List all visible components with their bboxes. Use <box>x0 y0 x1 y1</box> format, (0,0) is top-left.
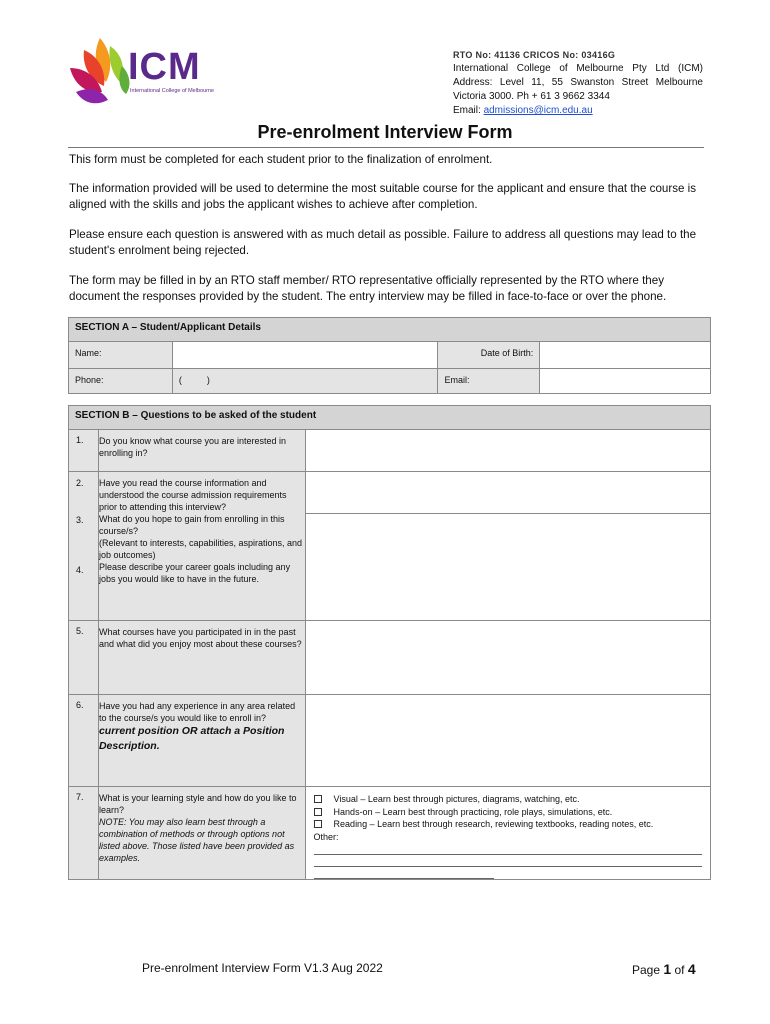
page-word: Page <box>632 963 664 977</box>
intro-paragraph-2: The information provided will be used to determine the most suitable course for the applicant and ensure that the course is aligned with the skills and jobs the applicant wishes to achieve after completion. <box>69 182 697 211</box>
footer-form-version: Pre-enrolment Interview Form V1.3 Aug 2022 <box>142 961 383 975</box>
question-note: NOTE: You may also learn best through a combination of methods or through options not listed above. Those listed have been provided as examples. <box>98 817 295 863</box>
question-text: Please describe your career goals including any jobs you would like to have in the future. <box>98 562 291 584</box>
email-field-label: Email: <box>438 369 540 394</box>
question-number: 7. <box>69 787 99 880</box>
option-reading <box>314 818 702 831</box>
option-label: Reading – Learn best through research, reviewing textbooks, reading notes, etc. <box>333 819 654 829</box>
answer-field-6[interactable] <box>305 695 710 787</box>
option-hands-on <box>314 806 702 819</box>
phone-field[interactable] <box>172 369 438 394</box>
rto-number: RTO No: 41136 CRICOS No: 03416G <box>453 50 616 60</box>
logo-wordmark: ICM <box>128 46 201 88</box>
question-row-5 <box>69 621 711 695</box>
answer-field-5[interactable] <box>305 621 710 695</box>
option-label: Hands-on – Learn best through practicing, role plays, simulations, etc. <box>333 806 613 817</box>
question-row-2-4 <box>69 472 711 621</box>
page-title: Pre-enrolment Interview Form <box>257 122 513 142</box>
total-pages: 4 <box>687 961 696 977</box>
email-link[interactable]: admissions@icm.edu.au <box>483 105 593 116</box>
phone-label: Phone: <box>69 369 173 394</box>
email-field[interactable] <box>540 369 711 394</box>
intro-paragraph-1: This form must be completed for each student prior to the finalization of enrolment. <box>69 153 493 166</box>
question-text: What is your learning style and how do you like to learn? <box>98 793 297 815</box>
question-numbers-2-4 <box>69 472 99 621</box>
answer-cells-2-4 <box>305 472 710 621</box>
question-row-7 <box>69 787 711 880</box>
logo-leaf-icon <box>66 32 136 112</box>
org-address: Address: Level 11, 55 Swanston Street Melbourne <box>453 77 703 88</box>
question-texts-2-4 <box>98 472 305 621</box>
checkbox-reading[interactable] <box>314 820 322 828</box>
question-text: Have you read the course information and understood the course admission requirements prior to attending this interview? <box>98 478 287 512</box>
section-a-heading: SECTION A – Student/Applicant Details <box>69 318 711 342</box>
checkbox-hands-on[interactable] <box>314 808 322 816</box>
question-emphasis: current position OR attach a Position Description. <box>98 725 285 752</box>
other-line-3[interactable] <box>314 867 494 879</box>
question-text: Have you had any experience in any area related to the course/s you would like to enroll in? <box>98 701 296 723</box>
of-word: of <box>671 963 688 977</box>
option-visual <box>314 793 702 806</box>
org-city-phone: Victoria 3000. Ph + 61 3 9662 3344 <box>453 91 610 102</box>
question-subtext: (Relevant to interests, capabilities, aspirations, and job outcomes) <box>98 538 303 560</box>
contact-block <box>453 48 703 118</box>
question-number: 2. <box>76 478 84 488</box>
question-text: What do you hope to gain from enrolling in this course/s? <box>98 514 285 536</box>
question-number: 6. <box>69 695 99 787</box>
current-page: 1 <box>663 961 672 977</box>
question-text-6 <box>98 695 305 787</box>
question-number: 3. <box>76 515 84 525</box>
name-label: Name: <box>69 342 173 369</box>
question-row-6 <box>69 695 711 787</box>
dob-field[interactable] <box>540 342 711 369</box>
email-label: Email: <box>453 105 484 116</box>
other-label: Other: <box>313 831 339 842</box>
question-text: What courses have you participated in in the past and what did you enjoy most about these courses? <box>98 621 305 695</box>
other-line-2[interactable] <box>314 855 702 867</box>
footer-page-number <box>632 961 696 977</box>
section-b-heading: SECTION B – Questions to be asked of the student <box>69 406 711 430</box>
icm-logo <box>66 32 236 112</box>
logo-subtitle: International College of Melbourne <box>130 88 215 94</box>
name-field[interactable] <box>172 342 438 369</box>
question-text-7 <box>98 787 305 880</box>
question-row-1 <box>69 430 711 472</box>
question-number: 5. <box>69 621 99 695</box>
learning-style-options <box>305 787 710 880</box>
org-name: International College of Melbourne Pty Ltd (ICM) <box>453 63 703 74</box>
intro-paragraph-3: Please ensure each question is answered with as much detail as possible. Failure to address all questions may lead to the student's enrolment being rejected. <box>69 228 697 257</box>
question-number: 1. <box>69 430 99 472</box>
checkbox-visual[interactable] <box>314 795 322 803</box>
section-b-table <box>68 405 711 880</box>
answer-field-2[interactable] <box>306 472 710 514</box>
org-email <box>453 104 703 118</box>
section-a-table <box>68 317 711 394</box>
title-divider <box>68 147 704 148</box>
question-number: 4. <box>76 565 84 575</box>
intro-paragraph-4: The form may be filled in by an RTO staff member/ RTO representative officially represented by the RTO where they document the responses provided by the student. The entry interview may be filled in face-to-face or over the phone. <box>69 274 667 303</box>
answer-field-3-4[interactable] <box>306 514 710 620</box>
answer-field-1[interactable] <box>305 430 710 472</box>
question-text: Do you know what course you are interested in enrolling in? <box>98 430 305 472</box>
option-label: Visual – Learn best through pictures, diagrams, watching, etc. <box>333 794 580 804</box>
dob-label: Date of Birth: <box>438 342 540 369</box>
other-line-1[interactable] <box>314 843 702 855</box>
phone-area-code: ( ) <box>178 375 210 385</box>
